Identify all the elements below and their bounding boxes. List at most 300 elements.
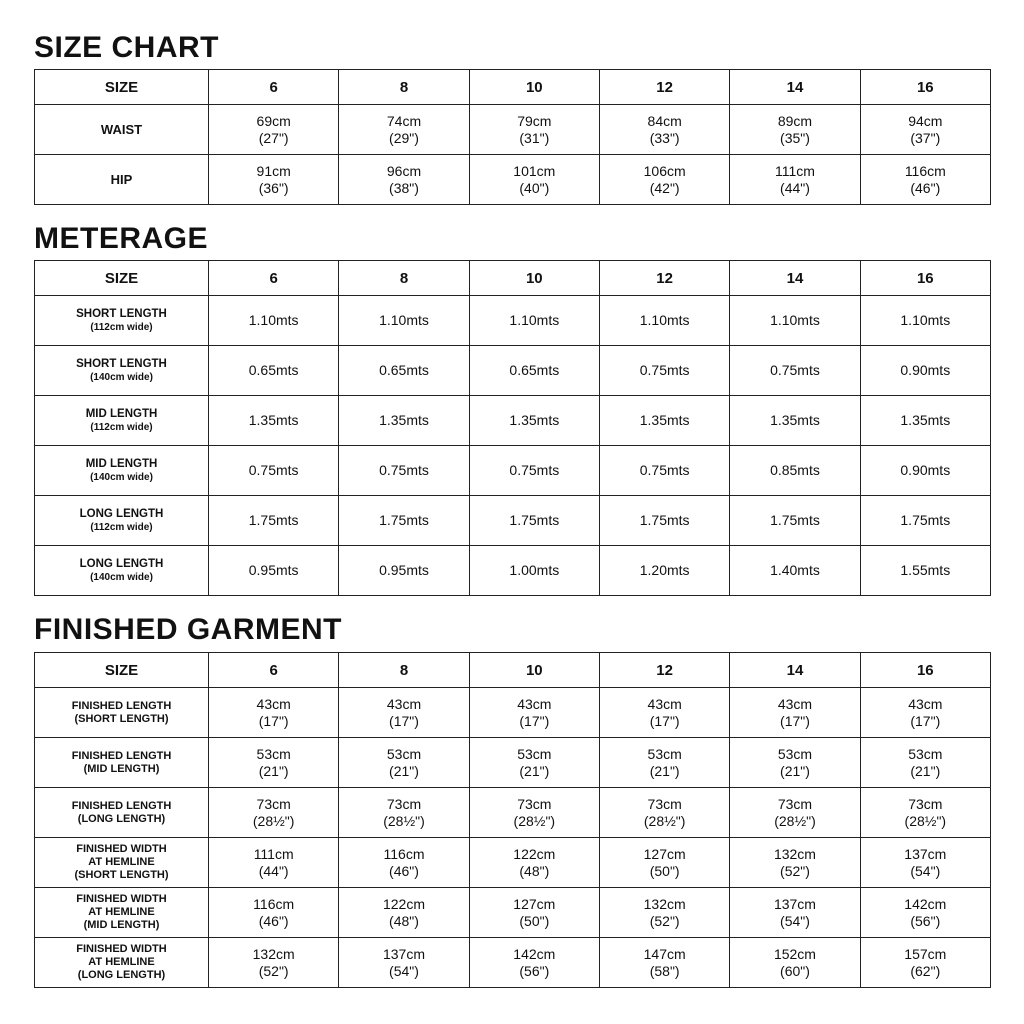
cell-value-inches: (28½") (643, 812, 686, 829)
table-row (35, 688, 991, 738)
size-6-column-header: 6 (209, 261, 339, 296)
size-6-column-header: 6 (209, 653, 339, 688)
table-row (35, 346, 991, 396)
meterage-table (34, 260, 991, 596)
cell-value: 0.75mts (248, 462, 299, 478)
table-cell (599, 396, 729, 446)
cell-value: 1.75mts (770, 512, 820, 528)
table-cell (469, 446, 599, 496)
cell-value: 91cm (256, 162, 291, 179)
table-cell (209, 546, 339, 596)
cell-value-inches: (50") (519, 912, 550, 929)
cell-value: 73cm (908, 795, 943, 812)
table-row (35, 396, 991, 446)
size-8-column-header: 8 (339, 261, 469, 296)
table-cell (860, 105, 990, 155)
row-label-line: SHORT LENGTH (76, 357, 167, 370)
cell-value: 142cm (513, 945, 556, 962)
table-cell (730, 546, 860, 596)
cell-value: 1.20mts (639, 562, 690, 578)
table-cell (209, 296, 339, 346)
cell-value: 0.75mts (639, 462, 690, 478)
cell-value: 53cm (517, 745, 552, 762)
cell-value: 127cm (643, 845, 686, 862)
table-cell (860, 296, 990, 346)
cell-value: 43cm (647, 695, 682, 712)
row-label-line: (MID LENGTH) (83, 762, 160, 775)
table-cell (209, 496, 339, 546)
table-row (35, 888, 991, 938)
cell-value: 132cm (773, 845, 816, 862)
size-12-column-header: 12 (599, 653, 729, 688)
table-cell (730, 346, 860, 396)
cell-value-inches: (42") (649, 179, 680, 196)
row-label (35, 396, 209, 446)
cell-value: 0.75mts (770, 362, 820, 378)
cell-value-inches: (28½") (252, 812, 295, 829)
cell-value: 43cm (386, 695, 422, 712)
table-cell (209, 396, 339, 446)
table-cell (860, 346, 990, 396)
cell-value-inches: (28½") (513, 812, 556, 829)
table-cell (339, 546, 469, 596)
cell-value-inches: (36") (258, 179, 289, 196)
cell-value: 0.65mts (248, 362, 299, 378)
table-cell (860, 888, 990, 938)
row-label-line: (140cm wide) (90, 371, 153, 383)
table-cell (860, 496, 990, 546)
cell-value: 137cm (773, 895, 816, 912)
table-cell (730, 446, 860, 496)
cell-value: 43cm (908, 695, 943, 712)
table-cell (209, 738, 339, 788)
table-cell (469, 496, 599, 546)
cell-value-inches: (31") (519, 129, 550, 146)
row-label-line: AT HEMLINE (88, 906, 155, 918)
table-cell (209, 788, 339, 838)
table-row (35, 496, 991, 546)
cell-value-inches: (54") (389, 962, 419, 979)
table-cell (339, 155, 469, 205)
row-label-line: FINISHED LENGTH (71, 799, 172, 812)
cell-value: 43cm (517, 695, 552, 712)
row-label-line: (140cm wide) (90, 471, 153, 483)
table-cell (860, 938, 990, 988)
table-cell (860, 546, 990, 596)
row-label (35, 446, 209, 496)
cell-value-inches: (46") (389, 862, 419, 879)
cell-value: 0.95mts (248, 562, 299, 578)
cell-value-inches: (44") (780, 179, 810, 196)
table-cell (860, 155, 990, 205)
cell-value: 122cm (513, 845, 556, 862)
row-label-line: MID LENGTH (85, 457, 158, 470)
size-chart-header-row (35, 70, 991, 105)
cell-value: 1.55mts (900, 562, 951, 578)
table-row (35, 105, 991, 155)
cell-value: 1.75mts (509, 512, 560, 528)
size-column-header: SIZE (35, 261, 209, 296)
size-12-column-header: 12 (599, 261, 729, 296)
cell-value: 1.35mts (248, 412, 299, 428)
cell-value: 79cm (517, 112, 552, 129)
cell-value-inches: (17") (519, 712, 550, 729)
cell-value: 0.65mts (509, 362, 560, 378)
row-label-line: FINISHED WIDTH (76, 893, 167, 905)
cell-value: 53cm (647, 745, 682, 762)
cell-value-inches: (54") (780, 912, 810, 929)
size-10-column-header: 10 (469, 70, 599, 105)
row-label-line: (LONG LENGTH) (77, 812, 166, 825)
cell-value-inches: (38") (389, 179, 419, 196)
table-cell (599, 155, 729, 205)
row-label-line: (112cm wide) (90, 521, 153, 533)
cell-value: 116cm (253, 895, 295, 912)
cell-value: 1.10mts (379, 312, 429, 328)
table-cell (469, 346, 599, 396)
cell-value-inches: (33") (649, 129, 680, 146)
table-cell (599, 346, 729, 396)
finished-garment-header-row (35, 653, 991, 688)
table-cell (599, 688, 729, 738)
table-cell (209, 688, 339, 738)
cell-value: 137cm (382, 945, 425, 962)
cell-value: 0.95mts (379, 562, 429, 578)
cell-value-inches: (56") (519, 962, 550, 979)
table-row (35, 446, 991, 496)
cell-value: 111cm (253, 845, 294, 862)
cell-value: 69cm (256, 112, 291, 129)
cell-value: 1.10mts (639, 312, 690, 328)
cell-value: 1.10mts (248, 312, 299, 328)
cell-value-inches: (46") (910, 179, 941, 196)
cell-value: 0.90mts (900, 462, 951, 478)
row-label-line: (SHORT LENGTH) (74, 712, 169, 725)
cell-value: 96cm (386, 162, 422, 179)
size-8-column-header: 8 (339, 70, 469, 105)
cell-value: 73cm (517, 795, 552, 812)
cell-value-inches: (17") (258, 712, 289, 729)
row-label-line: (112cm wide) (90, 321, 153, 333)
table-cell (469, 546, 599, 596)
table-cell (730, 688, 860, 738)
size-chart-title: SIZE CHART (34, 31, 219, 64)
cell-value-inches: (27") (258, 129, 289, 146)
cell-value-inches: (44") (258, 862, 289, 879)
row-label-line: (MID LENGTH) (83, 919, 160, 931)
table-cell (599, 838, 729, 888)
row-label (35, 296, 209, 346)
row-label (35, 788, 209, 838)
table-cell (209, 446, 339, 496)
cell-value: 0.75mts (509, 462, 560, 478)
table-cell (860, 396, 990, 446)
row-label-line: FINISHED LENGTH (71, 749, 172, 762)
cell-value: 73cm (777, 795, 813, 812)
table-cell (209, 346, 339, 396)
table-cell (860, 738, 990, 788)
size-14-column-header: 14 (730, 653, 860, 688)
size-16-column-header: 16 (860, 261, 990, 296)
cell-value-inches: (28½") (383, 812, 425, 829)
table-cell (339, 446, 469, 496)
table-cell (599, 496, 729, 546)
cell-value: 116cm (383, 845, 425, 862)
cell-value: 1.35mts (509, 412, 560, 428)
cell-value-inches: (46") (258, 912, 289, 929)
cell-value: 147cm (643, 945, 686, 962)
cell-value: 1.10mts (509, 312, 560, 328)
table-cell (469, 396, 599, 446)
cell-value: 73cm (386, 795, 422, 812)
cell-value-inches: (17") (910, 712, 941, 729)
cell-value: 1.40mts (770, 562, 820, 578)
row-label (35, 838, 209, 888)
cell-value: 43cm (256, 695, 291, 712)
row-label (35, 346, 209, 396)
cell-value: 53cm (777, 745, 813, 762)
table-cell (730, 938, 860, 988)
table-row (35, 788, 991, 838)
meterage-title: METERAGE (34, 222, 209, 255)
cell-value-inches: (50") (649, 862, 680, 879)
row-label-line: LONG LENGTH (79, 557, 164, 570)
cell-value-inches: (17") (780, 712, 810, 729)
cell-value: 1.35mts (639, 412, 690, 428)
cell-value: 0.90mts (900, 362, 951, 378)
cell-value: 152cm (773, 945, 816, 962)
size-10-column-header: 10 (469, 261, 599, 296)
table-cell (469, 938, 599, 988)
table-cell (339, 296, 469, 346)
table-cell (599, 446, 729, 496)
cell-value-inches: (17") (389, 712, 419, 729)
cell-value: 111cm (775, 162, 815, 179)
row-label-line: SHORT LENGTH (76, 307, 167, 320)
cell-value: 89cm (777, 112, 813, 129)
table-cell (730, 396, 860, 446)
cell-value-inches: (35") (780, 129, 810, 146)
size-column-header: SIZE (35, 653, 209, 688)
finished-garment-title: FINISHED GARMENT (34, 613, 342, 646)
cell-value: 1.75mts (379, 512, 429, 528)
row-label-line: WAIST (100, 122, 143, 137)
row-label (35, 546, 209, 596)
table-cell (730, 155, 860, 205)
table-cell (209, 888, 339, 938)
cell-value-inches: (21") (780, 762, 810, 779)
row-label-line: (SHORT LENGTH) (74, 869, 169, 881)
cell-value: 1.35mts (379, 412, 429, 428)
size-16-column-header: 16 (860, 653, 990, 688)
cell-value-inches: (62") (910, 962, 941, 979)
cell-value-inches: (21") (519, 762, 550, 779)
cell-value-inches: (17") (649, 712, 680, 729)
cell-value-inches: (40") (519, 179, 550, 196)
row-label (35, 688, 209, 738)
table-cell (339, 346, 469, 396)
table-cell (599, 738, 729, 788)
cell-value: 132cm (643, 895, 686, 912)
table-cell (339, 688, 469, 738)
table-row (35, 938, 991, 988)
row-label-line: FINISHED WIDTH (76, 943, 167, 955)
cell-value: 116cm (904, 162, 946, 179)
cell-value-inches: (28½") (774, 812, 816, 829)
row-label (35, 938, 209, 988)
row-label (35, 738, 209, 788)
table-row (35, 546, 991, 596)
finished-garment-table (34, 652, 991, 988)
row-label-line: (112cm wide) (90, 421, 153, 433)
table-cell (599, 105, 729, 155)
cell-value-inches: (21") (649, 762, 680, 779)
cell-value-inches: (52") (258, 962, 289, 979)
table-cell (730, 888, 860, 938)
cell-value-inches: (48") (389, 912, 419, 929)
table-row (35, 838, 991, 888)
cell-value: 53cm (908, 745, 943, 762)
cell-value: 1.00mts (509, 562, 560, 578)
table-cell (730, 788, 860, 838)
size-10-column-header: 10 (469, 653, 599, 688)
size-12-column-header: 12 (599, 70, 729, 105)
cell-value-inches: (52") (649, 912, 680, 929)
table-cell (339, 105, 469, 155)
table-cell (469, 105, 599, 155)
table-cell (339, 788, 469, 838)
row-label (35, 496, 209, 546)
table-cell (599, 296, 729, 346)
cell-value: 53cm (386, 745, 422, 762)
cell-value: 157cm (904, 945, 947, 962)
cell-value: 43cm (777, 695, 813, 712)
size-14-column-header: 14 (730, 261, 860, 296)
table-cell (469, 838, 599, 888)
cell-value-inches: (58") (649, 962, 680, 979)
cell-value: 1.75mts (248, 512, 299, 528)
table-cell (599, 938, 729, 988)
table-cell (209, 155, 339, 205)
size-chart-table (34, 69, 991, 205)
cell-value: 84cm (647, 112, 682, 129)
cell-value: 53cm (256, 745, 291, 762)
row-label (35, 105, 209, 155)
meterage-header-row (35, 261, 991, 296)
cell-value: 74cm (386, 112, 422, 129)
cell-value: 0.85mts (770, 462, 820, 478)
row-label-line: MID LENGTH (85, 407, 158, 420)
cell-value-inches: (52") (780, 862, 810, 879)
size-14-column-header: 14 (730, 70, 860, 105)
cell-value: 1.75mts (639, 512, 690, 528)
table-cell (599, 546, 729, 596)
cell-value: 73cm (647, 795, 682, 812)
table-row (35, 296, 991, 346)
cell-value: 106cm (643, 162, 686, 179)
cell-value-inches: (48") (519, 862, 550, 879)
cell-value: 1.10mts (900, 312, 951, 328)
table-cell (469, 688, 599, 738)
cell-value: 1.35mts (900, 412, 951, 428)
row-label-line: LONG LENGTH (79, 507, 164, 520)
table-cell (339, 888, 469, 938)
cell-value: 1.75mts (900, 512, 951, 528)
cell-value-inches: (37") (910, 129, 941, 146)
size-8-column-header: 8 (339, 653, 469, 688)
table-cell (730, 105, 860, 155)
cell-value-inches: (28½") (904, 812, 947, 829)
row-label-line: (LONG LENGTH) (77, 969, 166, 981)
table-cell (860, 788, 990, 838)
table-cell (339, 738, 469, 788)
cell-value-inches: (21") (389, 762, 419, 779)
cell-value: 0.65mts (379, 362, 429, 378)
cell-value: 94cm (908, 112, 943, 129)
table-cell (469, 738, 599, 788)
size-16-column-header: 16 (860, 70, 990, 105)
table-cell (730, 296, 860, 346)
table-row (35, 155, 991, 205)
cell-value: 0.75mts (639, 362, 690, 378)
cell-value: 127cm (513, 895, 556, 912)
row-label-line: HIP (110, 172, 133, 187)
cell-value: 73cm (256, 795, 291, 812)
cell-value: 142cm (904, 895, 947, 912)
table-cell (209, 105, 339, 155)
cell-value-inches: (29") (389, 129, 419, 146)
row-label-line: (140cm wide) (90, 571, 153, 583)
table-cell (860, 688, 990, 738)
table-cell (469, 788, 599, 838)
table-cell (860, 446, 990, 496)
cell-value-inches: (54") (910, 862, 941, 879)
table-row (35, 738, 991, 788)
table-cell (469, 296, 599, 346)
table-cell (209, 938, 339, 988)
table-cell (730, 496, 860, 546)
cell-value: 1.10mts (770, 312, 820, 328)
table-cell (730, 838, 860, 888)
row-label-line: FINISHED LENGTH (71, 699, 172, 712)
table-cell (730, 738, 860, 788)
row-label-line: AT HEMLINE (88, 856, 155, 868)
cell-value: 122cm (382, 895, 425, 912)
table-cell (339, 396, 469, 446)
table-cell (469, 888, 599, 938)
table-cell (209, 838, 339, 888)
cell-value-inches: (21") (258, 762, 289, 779)
cell-value: 1.35mts (770, 412, 820, 428)
table-cell (469, 155, 599, 205)
row-label (35, 888, 209, 938)
cell-value-inches: (21") (910, 762, 941, 779)
size-6-column-header: 6 (209, 70, 339, 105)
table-cell (339, 496, 469, 546)
cell-value: 137cm (904, 845, 947, 862)
cell-value: 0.75mts (379, 462, 429, 478)
table-cell (599, 788, 729, 838)
cell-value-inches: (60") (780, 962, 810, 979)
table-cell (860, 838, 990, 888)
row-label (35, 155, 209, 205)
table-cell (599, 888, 729, 938)
row-label-line: FINISHED WIDTH (76, 843, 167, 855)
table-cell (339, 838, 469, 888)
cell-value-inches: (56") (910, 912, 941, 929)
cell-value: 101cm (513, 162, 556, 179)
cell-value: 132cm (252, 945, 295, 962)
